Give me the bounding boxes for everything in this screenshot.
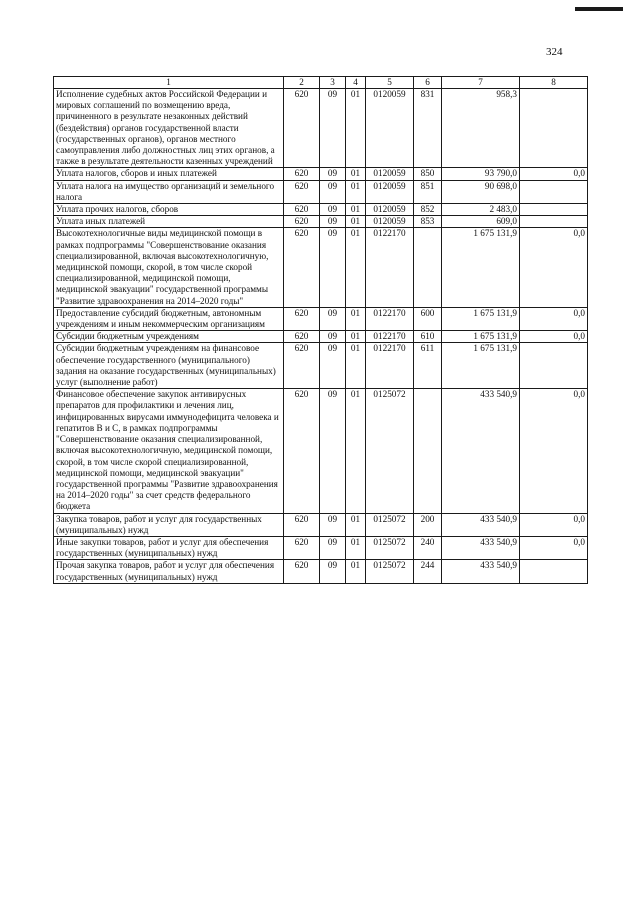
cell-section: 09 (320, 204, 346, 216)
header-col-5: 5 (366, 77, 414, 89)
cell-section: 09 (320, 343, 346, 389)
cell-expense-type: 611 (414, 343, 442, 389)
cell-expense-type: 851 (414, 180, 442, 203)
cell-subsection: 01 (346, 389, 366, 513)
cell-subsection: 01 (346, 536, 366, 559)
header-row (54, 77, 588, 89)
cell-amount-2: 0,0 (520, 536, 588, 559)
row-name: Уплата налога на имущество организаций и земельного налога (54, 180, 284, 203)
cell-section: 09 (320, 168, 346, 180)
cell-amount-2: 0,0 (520, 168, 588, 180)
cell-amount: 433 540,9 (442, 513, 520, 536)
cell-amount: 2 483,0 (442, 204, 520, 216)
cell-expense-type: 850 (414, 168, 442, 180)
cell-amount: 1 675 131,9 (442, 331, 520, 343)
cell-ministry: 620 (284, 89, 320, 168)
cell-subsection: 01 (346, 228, 366, 307)
budget-table (53, 76, 588, 584)
table-row (54, 216, 588, 228)
cell-amount-2: 0,0 (520, 307, 588, 330)
cell-subsection: 01 (346, 343, 366, 389)
cell-amount: 1 675 131,9 (442, 228, 520, 307)
cell-section: 09 (320, 180, 346, 203)
row-name: Исполнение судебных актов Российской Федерации и мировых соглашений по возмещению вреда, причиненного в результате незаконных действий (бездействия) органов государственной власти (государственных органов), органов местного самоуправления либо должностных лиц этих органов, а также в результате деятельности казенных учреждений (54, 89, 284, 168)
row-name: Субсидии бюджетным учреждениям на финансовое обеспечение государственного (муниципального) задания на оказание государственных (муниципальных) услуг (выполнение работ) (54, 343, 284, 389)
header-col-2: 2 (284, 77, 320, 89)
cell-expense-type: 852 (414, 204, 442, 216)
table-row (54, 536, 588, 559)
cell-amount-2 (520, 216, 588, 228)
cell-expense-type: 831 (414, 89, 442, 168)
cell-target-code: 0122170 (366, 343, 414, 389)
cell-subsection: 01 (346, 180, 366, 203)
cell-expense-type: 600 (414, 307, 442, 330)
table-row (54, 204, 588, 216)
cell-amount: 1 675 131,9 (442, 307, 520, 330)
cell-amount-2: 0,0 (520, 228, 588, 307)
header-col-1: 1 (54, 77, 284, 89)
cell-target-code: 0120059 (366, 216, 414, 228)
cell-target-code: 0120059 (366, 180, 414, 203)
cell-ministry: 620 (284, 389, 320, 513)
cell-section: 09 (320, 560, 346, 583)
header-col-7: 7 (442, 77, 520, 89)
table-row (54, 168, 588, 180)
cell-amount-2 (520, 204, 588, 216)
table-row (54, 513, 588, 536)
cell-amount-2 (520, 89, 588, 168)
table-row (54, 228, 588, 307)
cell-ministry: 620 (284, 560, 320, 583)
cell-amount-2: 0,0 (520, 513, 588, 536)
table-row (54, 307, 588, 330)
cell-target-code: 0125072 (366, 536, 414, 559)
row-name: Высокотехнологичные виды медицинской помощи в рамках подпрограммы "Совершенствование оказания специализированной, включая высокотехнологичную, медицинской помощи, скорой, в том числе скорой специализированной, медицинской помощи, медицинской эвакуации" государственной программы "Развитие здравоохранения на 2014–2020 годы" (54, 228, 284, 307)
row-name: Прочая закупка товаров, работ и услуг для обеспечения государственных (муниципальных) нужд (54, 560, 284, 583)
table-row (54, 331, 588, 343)
cell-amount: 433 540,9 (442, 536, 520, 559)
cell-subsection: 01 (346, 204, 366, 216)
cell-amount: 93 790,0 (442, 168, 520, 180)
row-name: Уплата налогов, сборов и иных платежей (54, 168, 284, 180)
cell-subsection: 01 (346, 513, 366, 536)
cell-amount: 433 540,9 (442, 389, 520, 513)
cell-amount: 609,0 (442, 216, 520, 228)
cell-subsection: 01 (346, 331, 366, 343)
cell-amount: 958,3 (442, 89, 520, 168)
cell-subsection: 01 (346, 216, 366, 228)
cell-target-code: 0122170 (366, 331, 414, 343)
table-row (54, 180, 588, 203)
table-row (54, 343, 588, 389)
cell-amount: 433 540,9 (442, 560, 520, 583)
cell-target-code: 0125072 (366, 560, 414, 583)
cell-expense-type: 853 (414, 216, 442, 228)
row-name: Финансовое обеспечение закупок антивирусных препаратов для профилактики и лечения лиц, инфицированных вирусами иммунодефицита человека и гепатитов B и C, в рамках подпрограммы "Совершенствование оказания специализированной, включая высокотехнологичную, медицинской помощи, скорой, в том числе скорой специализированной, медицинской помощи, медицинской эвакуации" государственной программы "Развитие здравоохранения на 2014–2020 годы" за счет средств федерального бюджета (54, 389, 284, 513)
row-name: Предоставление субсидий бюджетным, автономным учреждениям и иным некоммерческим организациям (54, 307, 284, 330)
header-col-6: 6 (414, 77, 442, 89)
cell-ministry: 620 (284, 180, 320, 203)
table-row (54, 89, 588, 168)
row-name: Иные закупки товаров, работ и услуг для обеспечения государственных (муниципальных) нужд (54, 536, 284, 559)
cell-amount-2 (520, 560, 588, 583)
cell-ministry: 620 (284, 216, 320, 228)
cell-subsection: 01 (346, 560, 366, 583)
cell-expense-type: 244 (414, 560, 442, 583)
cell-amount-2 (520, 180, 588, 203)
cell-expense-type: 610 (414, 331, 442, 343)
cell-ministry: 620 (284, 536, 320, 559)
page-number: 324 (546, 46, 563, 58)
header-col-4: 4 (346, 77, 366, 89)
cell-amount-2: 0,0 (520, 331, 588, 343)
cell-target-code: 0125072 (366, 389, 414, 513)
cell-section: 09 (320, 536, 346, 559)
table-row (54, 560, 588, 583)
cell-target-code: 0120059 (366, 204, 414, 216)
cell-section: 09 (320, 389, 346, 513)
cell-ministry: 620 (284, 513, 320, 536)
cell-section: 09 (320, 216, 346, 228)
cell-ministry: 620 (284, 168, 320, 180)
cell-section: 09 (320, 331, 346, 343)
cell-section: 09 (320, 307, 346, 330)
row-name: Уплата иных платежей (54, 216, 284, 228)
cell-target-code: 0125072 (366, 513, 414, 536)
row-name: Уплата прочих налогов, сборов (54, 204, 284, 216)
cell-ministry: 620 (284, 343, 320, 389)
cell-expense-type (414, 228, 442, 307)
cell-target-code: 0120059 (366, 89, 414, 168)
cell-ministry: 620 (284, 228, 320, 307)
cell-subsection: 01 (346, 89, 366, 168)
cell-expense-type: 200 (414, 513, 442, 536)
cell-ministry: 620 (284, 307, 320, 330)
cell-subsection: 01 (346, 307, 366, 330)
cell-target-code: 0122170 (366, 307, 414, 330)
cell-target-code: 0122170 (366, 228, 414, 307)
top-edge-rule (575, 7, 623, 11)
cell-section: 09 (320, 513, 346, 536)
cell-amount: 90 698,0 (442, 180, 520, 203)
header-col-8: 8 (520, 77, 588, 89)
table-row (54, 389, 588, 513)
cell-expense-type (414, 389, 442, 513)
row-name: Закупка товаров, работ и услуг для государственных (муниципальных) нужд (54, 513, 284, 536)
cell-amount: 1 675 131,9 (442, 343, 520, 389)
cell-section: 09 (320, 89, 346, 168)
cell-ministry: 620 (284, 331, 320, 343)
cell-amount-2 (520, 343, 588, 389)
row-name: Субсидии бюджетным учреждениям (54, 331, 284, 343)
cell-target-code: 0120059 (366, 168, 414, 180)
cell-section: 09 (320, 228, 346, 307)
cell-expense-type: 240 (414, 536, 442, 559)
cell-amount-2: 0,0 (520, 389, 588, 513)
cell-subsection: 01 (346, 168, 366, 180)
header-col-3: 3 (320, 77, 346, 89)
cell-ministry: 620 (284, 204, 320, 216)
